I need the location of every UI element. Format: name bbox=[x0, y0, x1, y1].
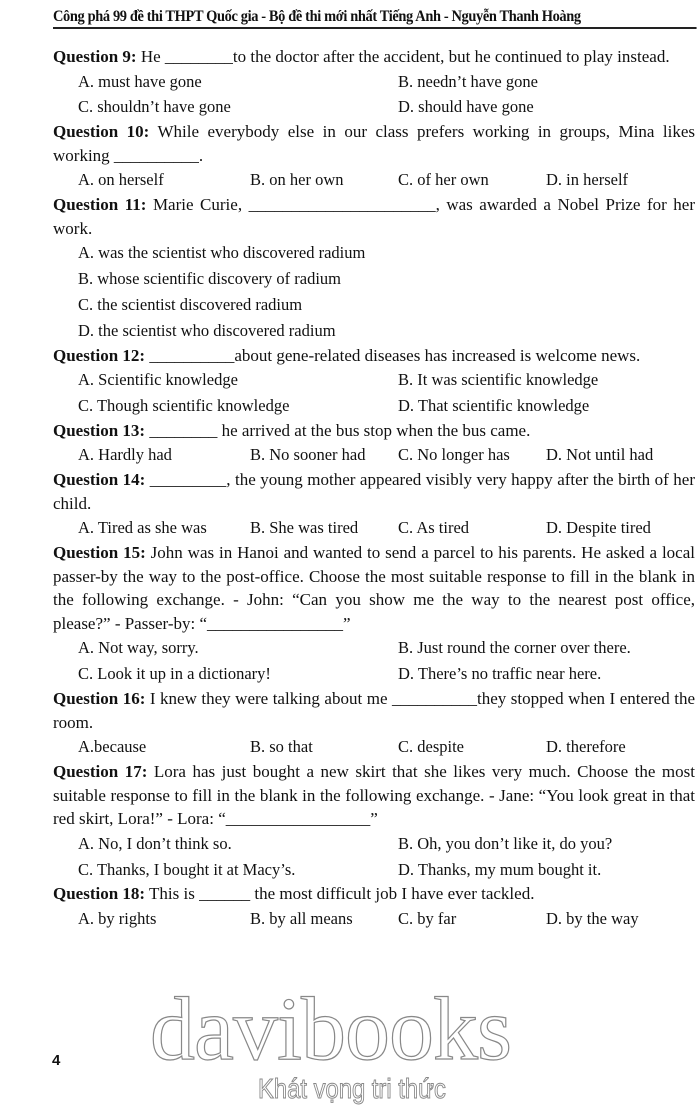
question bbox=[53, 468, 695, 541]
question-text: ________ he arrived at the bus stop when the bus came. bbox=[145, 420, 531, 440]
question-stem bbox=[53, 419, 695, 443]
question bbox=[53, 541, 695, 687]
answer-option: B. on her own bbox=[250, 170, 344, 190]
answer-option: D. That scientific knowledge bbox=[398, 395, 590, 415]
answer-option: B. needn’t have gone bbox=[398, 71, 538, 91]
question bbox=[53, 419, 695, 468]
answer-option: D. Not until had bbox=[546, 445, 654, 465]
question-text: He ________to the doctor after the accident, but he continued to play instead. bbox=[136, 47, 670, 66]
answer-options bbox=[53, 442, 695, 468]
running-header: Công phá 99 đề thi THPT Quốc gia - Bộ đề thi mới nhất Tiếng Anh - Nguyễn Thanh Hoàng bbox=[53, 8, 697, 29]
answer-option: A. Not way, sorry. bbox=[78, 638, 199, 658]
question-text: Lora has just bought a new skirt that she likes very much. Choose the most suitable response to fill in the blank in the following exchange. - Jane: “You look great in that red skirt, Lora!” - Lora: “_________________” bbox=[53, 762, 695, 829]
answer-option: A. by rights bbox=[78, 909, 157, 929]
answer-option: D. should have gone bbox=[398, 97, 534, 117]
answer-option: B. whose scientific discovery of radium bbox=[78, 269, 342, 289]
answer-options bbox=[53, 240, 695, 343]
question-text: __________about gene-related diseases has increased is welcome news. bbox=[145, 345, 641, 365]
question bbox=[53, 344, 695, 419]
answer-option: C. of her own bbox=[398, 170, 489, 190]
answer-option: C. by far bbox=[398, 909, 457, 929]
answer-options bbox=[53, 167, 695, 193]
question bbox=[53, 687, 695, 760]
answer-option: C. shouldn’t have gone bbox=[78, 97, 231, 117]
page-number: 4 bbox=[52, 1052, 61, 1069]
answer-option: A. on herself bbox=[78, 170, 164, 190]
answer-option: A. was the scientist who discovered radium bbox=[78, 243, 366, 263]
watermark-logo: davibooks bbox=[150, 980, 511, 1079]
question-number: Question 10: bbox=[53, 122, 150, 142]
question-stem bbox=[53, 120, 695, 167]
answer-option: B. by all means bbox=[250, 909, 353, 929]
answer-option: C. despite bbox=[398, 737, 464, 757]
question bbox=[53, 45, 695, 120]
question-stem bbox=[53, 687, 695, 734]
answer-options bbox=[53, 831, 695, 883]
question-number: Question 14: bbox=[53, 470, 146, 490]
answer-option: B. Oh, you don’t like it, do you? bbox=[398, 833, 613, 853]
question-number: Question 17: bbox=[53, 762, 148, 782]
question-text: This is ______ the most difficult job I have ever tackled. bbox=[145, 884, 535, 904]
answer-option: D. Thanks, my mum bought it. bbox=[398, 859, 602, 879]
answer-option: D. therefore bbox=[546, 737, 626, 757]
answer-option: D. by the way bbox=[546, 909, 639, 929]
answer-option: D. There’s no traffic near here. bbox=[398, 664, 602, 684]
answer-options bbox=[53, 635, 695, 687]
answer-option: C. No longer has bbox=[398, 445, 510, 465]
question-number: Question 9: bbox=[53, 47, 137, 66]
question bbox=[53, 760, 695, 882]
answer-option: B. Just round the corner over there. bbox=[398, 638, 631, 658]
question-text: I knew they were talking about me __________they stopped when I entered the room. bbox=[53, 689, 695, 732]
answer-option: B. so that bbox=[250, 737, 313, 757]
answer-option: C. As tired bbox=[398, 518, 470, 538]
question-stem bbox=[53, 45, 695, 69]
answer-option: B. No sooner had bbox=[250, 445, 366, 465]
question-stem bbox=[53, 193, 695, 240]
answer-option: B. She was tired bbox=[250, 518, 359, 538]
answer-option: D. Despite tired bbox=[546, 518, 651, 538]
answer-option: C. Thanks, I bought it at Macy’s. bbox=[78, 859, 296, 879]
question bbox=[53, 120, 695, 193]
answer-option: A.because bbox=[78, 737, 147, 757]
question-number: Question 13: bbox=[53, 420, 146, 440]
answer-option: A. Hardly had bbox=[78, 445, 172, 465]
answer-option: C. the scientist discovered radium bbox=[78, 294, 303, 314]
answer-options bbox=[53, 734, 695, 760]
answer-option: A. Scientific knowledge bbox=[78, 370, 238, 390]
question-stem bbox=[53, 344, 695, 368]
answer-option: D. in herself bbox=[546, 170, 629, 190]
answer-options bbox=[53, 69, 695, 121]
question-stem bbox=[53, 541, 695, 635]
answer-option: D. the scientist who discovered radium bbox=[78, 320, 336, 340]
question-stem bbox=[53, 468, 695, 515]
question-number: Question 15: bbox=[53, 543, 146, 563]
question-number: Question 16: bbox=[53, 689, 146, 709]
question-text: John was in Hanoi and wanted to send a parcel to his parents. He asked a local passer-by the way to the post-office. Choose the most suitable response to fill in the blank in the following exchange. - John: “Can you show me the way to the nearest post office, please?” - Passer-by: “________________” bbox=[53, 543, 695, 633]
question-number: Question 12: bbox=[53, 345, 146, 365]
answer-options bbox=[53, 515, 695, 541]
question-stem bbox=[53, 882, 695, 906]
answer-option: A. must have gone bbox=[78, 71, 202, 91]
watermark-tagline: Khát vọng tri thức bbox=[258, 1073, 446, 1104]
answer-option: B. It was scientific knowledge bbox=[398, 370, 599, 390]
question-number: Question 11: bbox=[53, 195, 147, 215]
answer-options bbox=[53, 367, 695, 419]
answer-option: A. No, I don’t think so. bbox=[78, 833, 232, 853]
question-list bbox=[53, 45, 695, 932]
question-stem bbox=[53, 760, 695, 831]
answer-options bbox=[53, 906, 695, 932]
answer-option: C. Though scientific knowledge bbox=[78, 395, 290, 415]
question-text: While everybody else in our class prefers working in groups, Mina likes working __________. bbox=[53, 122, 696, 165]
question bbox=[53, 882, 695, 931]
question-text: Marie Curie, ______________________, was awarded a Nobel Prize for her work. bbox=[53, 195, 695, 238]
answer-option: C. Look it up in a dictionary! bbox=[78, 664, 271, 684]
question bbox=[53, 193, 695, 343]
question-number: Question 18: bbox=[53, 884, 146, 904]
question-text: _________, the young mother appeared visibly very happy after the birth of her child. bbox=[53, 470, 695, 513]
answer-option: A. Tired as she was bbox=[78, 518, 207, 538]
